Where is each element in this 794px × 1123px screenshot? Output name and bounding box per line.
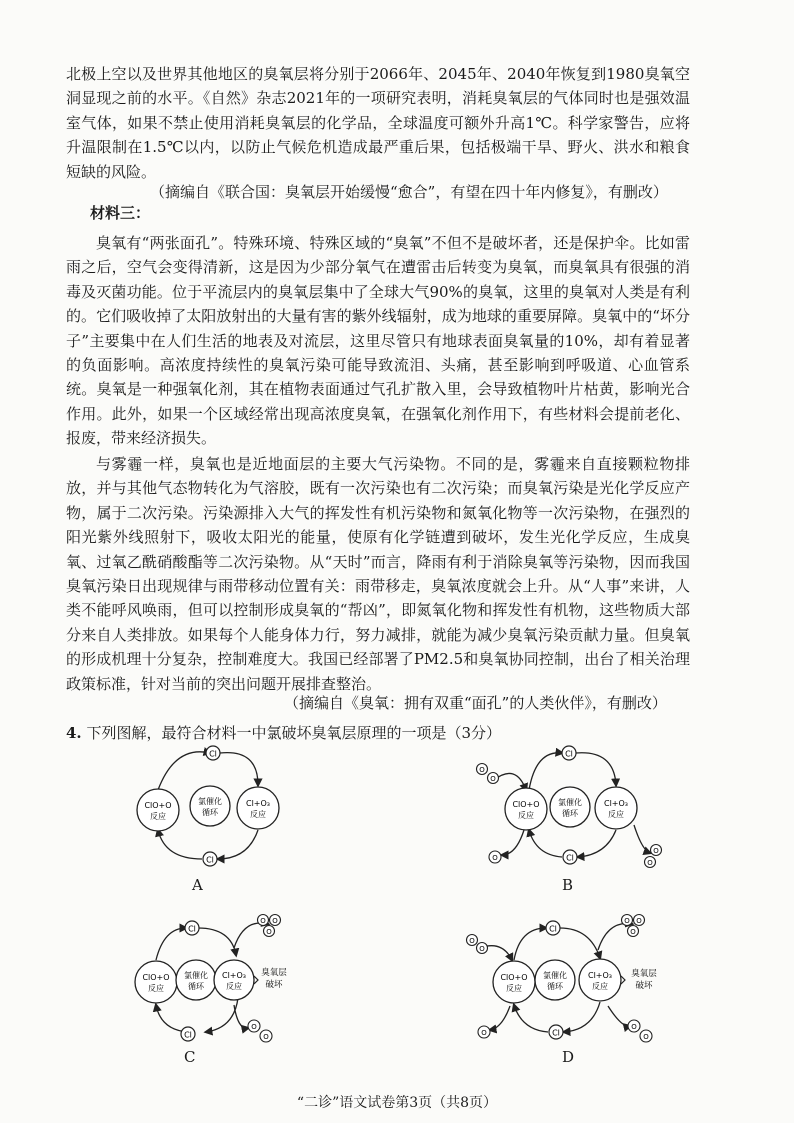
cycle-arrow xyxy=(198,928,236,955)
svg-text:Cl: Cl xyxy=(206,855,214,865)
material-3-paragraph-2: 与雾霾一样，臭氧也是近地面层的主要大气污染物。不同的是，雾霾来自直接颗粒物排放，并与其他气态物转化为气溶胶，既有一次污染也有二次污染；而臭氧污染是光化学反应产物，属于二次污染。污染源排入大气的挥发性有机污染物和氮氧化物等一次污染物，在强烈的阳光紫外线照射下，吸收太阳光的能量，使原有化学链遭到破坏，发生光化学反应，生成臭氧、过氧乙酰硝酸酯等二次污染物。从“天时”而言，降雨有利于消除臭氧等污染物，因而我国臭氧污染日出现规律与雨带移动位置有关：雨带移走，臭氧浓度就会上升。从“人事”来讲，人类不能呼风唤雨，但可以控制形成臭氧的“帮凶”，即氮氧化物和挥发性有机物，这些物质大部分来自人类排放。如果每个人能身体力行，努力减排，就能为减少臭氧污染贡献力量。但臭氧的形成机理十分复杂，控制难度大。我国已经部署了PM2.5和臭氧协同控制，出台了相关治理政策标准，针对当前的突出问题开展排查整治。 xyxy=(66,455,690,693)
option-c-label: C xyxy=(184,1048,196,1066)
page-footer: “二诊”语文试卷第3页（共8页） xyxy=(296,1095,498,1111)
svg-text:Cl+O₃: Cl+O₃ xyxy=(603,799,629,808)
svg-text:循环: 循环 xyxy=(562,809,578,818)
cycle-arrow xyxy=(529,753,562,790)
cycle-arrow xyxy=(578,830,616,857)
clo-o-reaction-node xyxy=(137,789,179,831)
svg-text:O: O xyxy=(630,928,636,936)
svg-text:反应: 反应 xyxy=(250,810,266,819)
clo-o-reaction-node xyxy=(135,961,177,1003)
svg-text:Cl+O₃: Cl+O₃ xyxy=(221,971,247,980)
svg-text:O: O xyxy=(647,859,653,867)
input-arrow xyxy=(598,924,632,950)
question-number: 4. xyxy=(66,724,82,742)
svg-text:O: O xyxy=(643,1033,649,1041)
chlorine-catalytic-cycle-node xyxy=(535,960,575,1000)
svg-text:破坏: 破坏 xyxy=(265,980,283,990)
diagram-option-a xyxy=(130,735,290,870)
material-3-paragraph-1: 臭氧有“两张面孔”。特殊环境、特殊区域的“臭氧”不但不是破坏者，还是保护伞。比如雷雨之后，空气会变得清新，这是因为少部分氧气在遭雷击后转变为臭氧，而臭氧具有很强的消毒及灭菌功能。位于平流层内的臭氧层集中了全球大气90%的臭氧，这里的臭氧对人类是有利的。它们吸收掉了太阳放射出的大量有害的紫外线辐射，成为地球的重要屏障。臭氧中的“坏分子”主要集中在人们生活的地表及对流层，这里尽管只有地球表面臭氧量的10%，却有着显著的负面影响。高浓度持续性的臭氧污染可能导致流泪、头痛，甚至影响到呼吸道、心血管系统。臭氧是一种强氧化剂，其在植物表面通过气孔扩散入里，会导致植物叶片枯黄，影响光合作用。此外，如果一个区域经常出现高浓度臭氧，在强氧化剂作用下，有些材料会提前老化、报废，带来经济损失。 xyxy=(66,234,690,448)
cycle-arrow xyxy=(529,830,562,857)
cl-o3-reaction-node xyxy=(579,959,621,1001)
svg-text:O: O xyxy=(481,1029,487,1037)
svg-text:ClO+O: ClO+O xyxy=(142,973,170,982)
cycle-arrow xyxy=(564,1002,600,1032)
svg-text:反应: 反应 xyxy=(148,984,164,993)
output-arrow xyxy=(490,1006,510,1030)
cl-o3-reaction-node xyxy=(595,787,637,829)
input-arrow xyxy=(494,773,526,790)
option-d-label: D xyxy=(562,1048,575,1066)
svg-text:O: O xyxy=(251,1023,257,1031)
svg-text:Cl: Cl xyxy=(552,1028,560,1038)
cl-o3-reaction-node xyxy=(237,787,279,829)
svg-text:O: O xyxy=(263,1033,269,1041)
svg-text:Cl: Cl xyxy=(549,924,557,934)
source-citation-2: （摘编自《臭氧：拥有双重“面孔”的人类伙伴》，有删改） xyxy=(284,694,667,712)
svg-text:氯催化: 氯催化 xyxy=(558,798,582,807)
svg-text:Cl: Cl xyxy=(566,853,574,863)
svg-text:O: O xyxy=(492,854,498,862)
svg-text:O: O xyxy=(653,847,659,855)
cycle-arrow xyxy=(514,1005,548,1032)
diagram-option-d xyxy=(462,910,677,1050)
svg-text:反应: 反应 xyxy=(608,810,624,819)
svg-text:氯催化: 氯催化 xyxy=(184,971,208,980)
svg-text:O: O xyxy=(260,917,266,925)
cycle-arrow xyxy=(158,752,210,790)
svg-text:O: O xyxy=(479,766,485,774)
svg-text:反应: 反应 xyxy=(150,812,166,821)
chlorine-catalytic-cycle-node xyxy=(190,786,230,826)
material-2-paragraph: 北极上空以及世界其他地区的臭氧层将分别于2066年、2045年、2040年恢复到1980臭氧空洞显现之前的水平。《自然》杂志2021年的一项研究表明，消耗臭氧层的气体同时也是强效温室气体，如果不禁止使用消耗臭氧层的化学品，全球温度可额外升高1℃。科学家警告，应将升温限制在1.5℃以内，以防止气候危机造成最严重后果，包括极端干旱、野火、洪水和粮食短缺的风险。 xyxy=(66,65,690,181)
svg-text:氯催化: 氯催化 xyxy=(543,971,567,980)
material-3-heading: 材料三： xyxy=(90,204,151,222)
cycle-arrow xyxy=(218,830,258,859)
svg-text:循环: 循环 xyxy=(202,808,218,817)
cycle-arrow xyxy=(158,830,202,859)
svg-text:O: O xyxy=(490,775,496,783)
ozone-damage-label: 臭氧层 xyxy=(261,968,287,978)
chlorine-catalytic-cycle-node xyxy=(176,960,216,1000)
cycle-arrow xyxy=(156,928,186,960)
svg-text:Cl: Cl xyxy=(209,749,217,759)
cycle-arrow xyxy=(156,1005,188,1032)
cycle-arrow xyxy=(514,928,546,960)
svg-text:反应: 反应 xyxy=(506,984,522,993)
svg-text:ClO+O: ClO+O xyxy=(500,973,528,982)
svg-text:Cl: Cl xyxy=(184,1030,192,1040)
cycle-arrow xyxy=(206,998,238,1032)
svg-text:循环: 循环 xyxy=(547,982,563,991)
output-arrow xyxy=(634,825,650,853)
diagram-option-c xyxy=(126,910,316,1050)
svg-text:O: O xyxy=(631,1023,637,1031)
svg-text:O: O xyxy=(636,917,642,925)
clo-o-reaction-node xyxy=(505,788,547,830)
clo-o-reaction-node xyxy=(493,961,535,1003)
source-citation-1: （摘编自《联合国：臭氧层开始缓慢“愈合”，有望在四十年内修复》，有删改） xyxy=(150,183,668,201)
input-arrow xyxy=(234,923,268,948)
option-b-label: B xyxy=(562,876,574,894)
svg-text:反应: 反应 xyxy=(226,982,242,991)
cycle-arrow xyxy=(220,753,258,785)
svg-text:反应: 反应 xyxy=(592,982,608,991)
ozone-damage-label: 臭氧层 xyxy=(631,969,657,979)
svg-text:ClO+O: ClO+O xyxy=(144,801,172,810)
svg-text:循环: 循环 xyxy=(188,982,204,991)
svg-text:破坏: 破坏 xyxy=(635,981,653,991)
svg-text:Cl+O₃: Cl+O₃ xyxy=(587,971,613,980)
cycle-arrow xyxy=(576,753,616,785)
svg-text:氯催化: 氯催化 xyxy=(198,797,222,806)
svg-text:O: O xyxy=(266,928,272,936)
output-arrow xyxy=(502,830,524,855)
svg-text:ClO+O: ClO+O xyxy=(512,800,540,809)
output-arrow xyxy=(608,1006,630,1026)
svg-text:Cl: Cl xyxy=(565,749,573,759)
svg-text:Cl: Cl xyxy=(188,924,196,934)
option-a-label: A xyxy=(192,876,203,894)
cl-o3-reaction-node xyxy=(214,960,254,1000)
cycle-arrow xyxy=(560,928,600,958)
svg-text:Cl+O₃: Cl+O₃ xyxy=(245,799,271,808)
svg-text:O: O xyxy=(479,945,485,953)
svg-text:O: O xyxy=(469,937,475,945)
chlorine-catalytic-cycle-node xyxy=(550,787,590,827)
svg-text:O: O xyxy=(624,917,630,925)
question-text: 下列图解，最符合材料一中氯破坏臭氧层原理的一项是（3分） xyxy=(86,724,501,742)
svg-text:O: O xyxy=(272,917,278,925)
svg-text:反应: 反应 xyxy=(518,811,534,820)
diagram-option-b xyxy=(474,735,664,870)
